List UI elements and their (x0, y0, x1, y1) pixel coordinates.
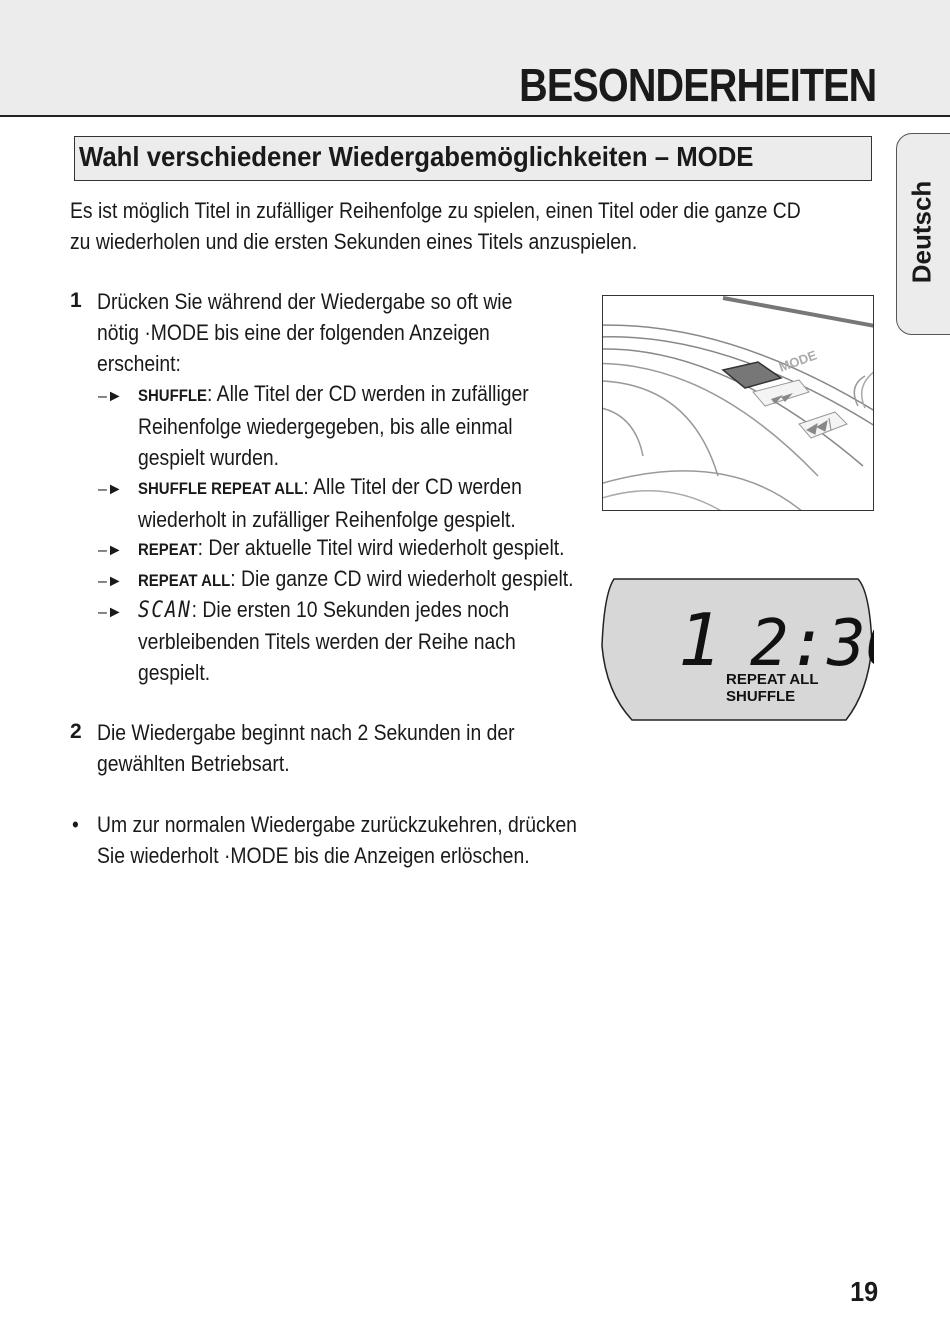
mode-line: : Die ganze CD wird wiederholt gespielt. (230, 566, 574, 591)
section-heading-box (74, 136, 872, 181)
intro-paragraph (70, 195, 801, 257)
intro-line: Es ist möglich Titel in zufälliger Reihenfolge zu spielen, einen Titel oder die ganze CD (70, 198, 801, 223)
bullet-text (97, 809, 577, 871)
mode-item (138, 532, 565, 565)
mode-line: gespielt. (138, 660, 211, 685)
bullet-icon: • (72, 812, 79, 837)
mode-line: verbleibenden Titels werden der Reihe nach (138, 629, 516, 654)
mode-line: : Der aktuelle Titel wird wiederholt gespielt. (197, 535, 565, 560)
mode-line: Reihenfolge wiedergegeben, bis alle einmal (138, 414, 513, 439)
lcd-time: 2:3 (750, 607, 866, 681)
bullet-line: Sie wiederholt ·MODE bis die Anzeigen erlöschen. (97, 843, 530, 868)
mode-item (138, 563, 574, 596)
bullet-line: Um zur normalen Wiedergabe zurückzukehren, drücken (97, 812, 577, 837)
step-number: 1 (70, 289, 82, 312)
mode-keyword: REPEAT ALL (138, 571, 231, 590)
mode-keyword: SHUFFLE REPEAT ALL (138, 479, 304, 498)
step-text (97, 717, 515, 779)
language-tab-label: Deutsch (906, 180, 937, 284)
mode-line: : Die ersten 10 Sekunden jedes noch (191, 597, 510, 622)
step-number: 2 (70, 720, 82, 743)
mode-item (138, 594, 516, 688)
step-line: Drücken Sie während der Wiedergabe so oft wie (97, 289, 513, 314)
step-line: nötig ·MODE bis eine der folgenden Anzeigen (97, 320, 490, 345)
lcd-indicator-repeat-all: REPEAT ALL (726, 671, 819, 688)
page-number: 19 (849, 1276, 878, 1307)
page-title: BESONDERHEITEN (518, 59, 876, 111)
mode-line: : Alle Titel der CD werden in zufälliger (206, 381, 529, 406)
mode-item (138, 471, 522, 535)
mode-line: wiederholt in zufälliger Reihenfolge gespielt. (138, 507, 516, 532)
step-text (97, 286, 512, 379)
mode-line: : Alle Titel der CD werden (303, 474, 522, 499)
step-line: Die Wiedergabe beginnt nach 2 Sekunden in der (97, 720, 515, 745)
device-illustration (602, 295, 874, 511)
arrow-icon: –► (98, 542, 123, 559)
step-line: gewählten Betriebsart. (97, 751, 290, 776)
intro-line: zu wiederholen und die ersten Sekunden eines Titels anzuspielen. (70, 229, 638, 254)
arrow-icon: –► (98, 388, 123, 405)
mode-keyword: SHUFFLE (138, 386, 207, 405)
mode-button-label: MODE (776, 347, 819, 375)
lcd-track-number: 1 (678, 598, 722, 682)
section-heading: Wahl verschiedener Wiedergabemöglichkeiten – MODE (79, 141, 754, 172)
mode-line: gespielt wurden. (138, 445, 279, 470)
lcd-display-graphic (600, 574, 874, 722)
step-line: erscheint: (97, 351, 181, 376)
mode-keyword: REPEAT (138, 540, 198, 559)
lcd-indicator-shuffle: SHUFFLE (726, 688, 796, 705)
mode-keyword-scan: SCAN (138, 598, 192, 623)
lcd-display (600, 574, 874, 722)
cd-player-top-icon (603, 296, 874, 511)
mode-item (138, 378, 529, 473)
arrow-icon: –► (98, 481, 123, 498)
arrow-icon: –► (98, 573, 123, 590)
arrow-icon: –► (98, 604, 123, 621)
